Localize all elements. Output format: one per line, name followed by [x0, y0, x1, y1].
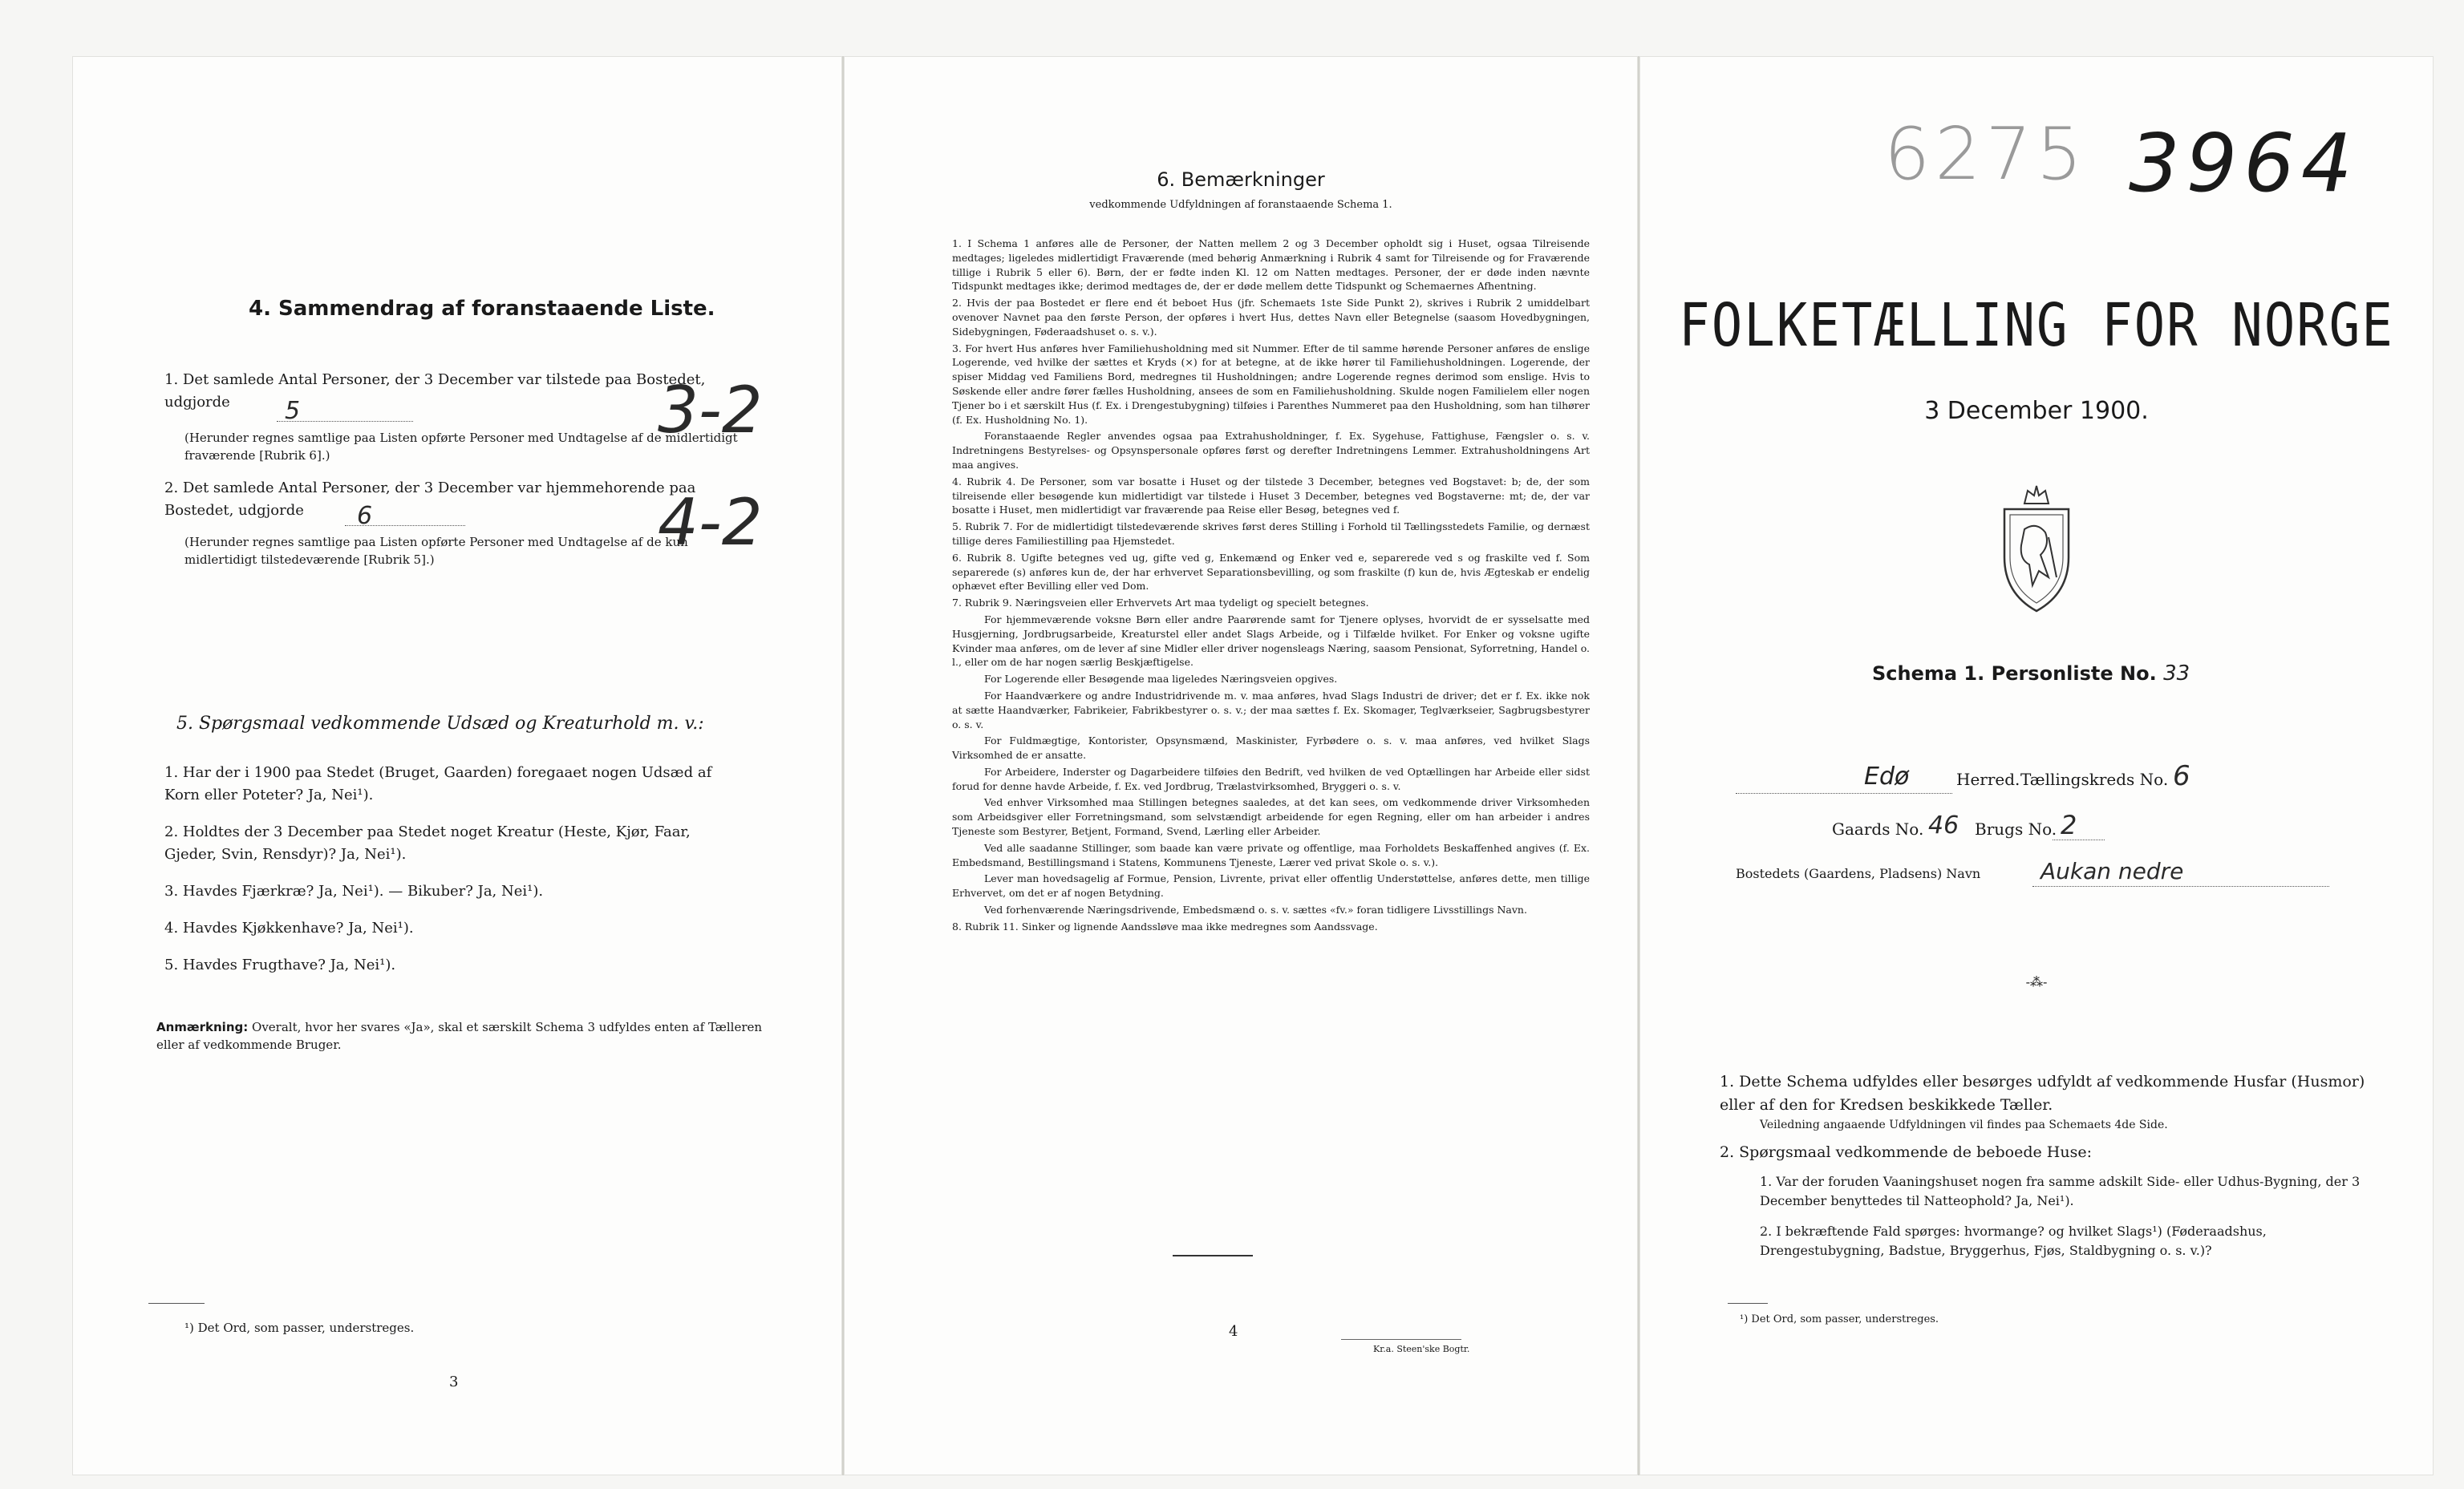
footnote: ¹) Det Ord, som passer, understreges. — [184, 1321, 415, 1335]
remark-7a: For hjemmeværende voksne Børn eller andre Paarørende samt for Tjenere oplyses, hvorvidt de er sysselsatte med Husgjerning, Jordbrugsarbeide, Kreaturstel eller andet Slags Arbeide, og i Tilfælde hvilket. For Enker og voksne ugifte Kvinder maa anføres, om de lever af sine Midler eller driver nogensleags Næring, saasom Pensionat, Syforretning, Handel o. l., eller om de har nogen særlig Beskjæftigelse. — [952, 613, 1590, 669]
page-right — [1639, 56, 2434, 1475]
printer-rule — [1341, 1339, 1461, 1340]
herred-field — [1736, 763, 1952, 794]
instruction-2-1: 1. Var der foruden Vaaningshuset nogen fra samme adskilt Side- eller Udhus-Bygning, der 3 December benyttedes til Natteophold? Ja, Nei¹). — [1760, 1174, 2361, 1208]
herred-label: Herred. — [1956, 770, 2020, 789]
remark-6: 6. Rubrik 8. Ugifte betegnes ved ug, gifte ved g, Enkemænd og Enker ved e, separerede ved s og fraskilte ved f. Som separerede (s) anføres kun de, der har erhvervet Separationsbevilling, og som fraskilte (f) kun de, hvis Ægteskab er endelig ophævet efter Bevilling eller ved Dom. — [952, 551, 1590, 593]
page-number: 3 — [449, 1374, 459, 1390]
remark-7: 7. Rubrik 9. Næringsveien eller Erhvervets Art maa tydeligt og specielt betegnes. — [952, 597, 1369, 609]
instructions — [1720, 1070, 2393, 1260]
remark-3: 3. For hvert Hus anføres hver Familiehusholdning med sit Nummer. Efter de til samme hørende Personer anføres de enslige Logerende, ved hvilke der sættes et Kryds (×) for at betegne, at de ikke hører til Familiehusholdningen. Logerende, der spiser Middag ved Familiens Bord, medregnes til Husholdningen; andre Logerende regnes derimod som enslige. Hvis to Søskende eller andre fører fælles Husholdning, ansees de som en Familiehusholdning. Skulde nogen Familielem eller nogen Tjener bo i et særskilt Hus (f. Ex. i Drengestubygning) tilføies i Parenthes Nummeret paa den Husholdning, som han tilhører (f. Ex. Husholdning No. 1). — [952, 342, 1590, 426]
schema-label: Schema 1. Personliste No. — [1872, 662, 2157, 685]
remark-2: 2. Hvis der paa Bostedet er flere end ét beboet Hus (jfr. Schemaets 1ste Side Punkt 2), skrives i Rubrik 2 umiddelbart ovenover Navnet paa den første Person, der opføres i hvert Hus, dettes Navn eller Betegnelse (saasom Hovedbygningen, Sidebygningen, Føderaadshuset o. s. v.). — [952, 297, 1590, 338]
end-rule — [1173, 1255, 1253, 1256]
schema-number: 33 — [2163, 662, 2190, 686]
bosted-label: Bostedets (Gaardens, Pladsens) Navn — [1736, 866, 1981, 881]
instruction-2: 2. Spørgsmaal vedkommende de beboede Huse: — [1720, 1143, 2092, 1161]
section4-title: 4. Sammendrag af foranstaaende Liste. — [249, 297, 715, 321]
page-number: 4 — [1229, 1323, 1238, 1340]
dotted-line — [2032, 886, 2329, 887]
coat-of-arms-icon — [1992, 481, 2081, 617]
question-5: 5. Havdes Frugthave? Ja, Nei¹). — [164, 957, 396, 973]
instruction-1-note: Veiledning angaaende Udfyldningen vil findes paa Schemaets 4de Side. — [1760, 1119, 2168, 1131]
question-1: 1. Har der i 1900 paa Stedet (Bruget, Gaarden) foregaaet nogen Udsæd af Korn eller Poteter? Ja, Nei¹). — [164, 764, 712, 803]
handwritten-number-left: 6275 — [1884, 112, 2088, 196]
handwritten-number-right: 3964 — [2129, 116, 2359, 210]
dotted-line — [277, 421, 413, 422]
footnote-rule — [148, 1303, 205, 1304]
margin-note-2: 4-2 — [658, 485, 763, 560]
anmerkning — [156, 1018, 766, 1054]
remarks-title: 6. Bemærkninger — [1157, 168, 1325, 191]
dotted-line — [345, 525, 465, 526]
bosted-value: Aukan nedre — [2040, 858, 2184, 884]
herred-value: Edø — [1864, 763, 1910, 791]
gaards-label: Gaards No. — [1832, 819, 1924, 839]
anmerkning-text: Overalt, hvor her svares «Ja», skal et særskilt Schema 3 udfyldes enten af Tælleren eller af vedkommende Bruger. — [156, 1020, 763, 1052]
margin-note-1: 3-2 — [658, 373, 763, 447]
remark-7c: For Haandværkere og andre Industridrivende m. v. maa anføres, hvad Slags Industri de driver; det er f. Ex. ikke nok at sætte Haandværker, Fabrikeier, Fabrikbestyrer o. s. v.; der maa sættes f. Ex. Skomager, Teglværkseier, Sagbrugsbestyrer o. s. v. — [952, 689, 1590, 730]
instruction-1: 1. Dette Schema udfyldes eller besørges udfyldt af vedkommende Husfar (Husmor) eller af den for Kredsen beskikkede Tæller. — [1720, 1073, 2365, 1114]
section5-title: 5. Spørgsmaal vedkommende Udsæd og Kreaturhold m. v.: — [176, 714, 704, 734]
brugs-value: 2 — [2061, 810, 2077, 840]
summary-item-1-text: 1. Det samlede Antal Personer, der 3 December var tilstede paa Bostedet, udgjorde — [164, 371, 706, 411]
remark-7d: For Fuldmægtige, Kontorister, Opsynsmænd, Maskinister, Fyrbødere o. s. v. maa anføres, ved hvilket Slags Virksomhed de er ansatte. — [952, 734, 1590, 762]
ornament: -⁂- — [2025, 974, 2048, 989]
remarks-subtitle: vedkommende Udfyldningen af foranstaaende Schema 1. — [1089, 199, 1392, 211]
summary-item-1 — [164, 369, 726, 414]
remark-1: 1. I Schema 1 anføres alle de Personer, der Natten mellem 2 og 3 December opholdt sig i Huset, ogsaa Tilreisende medtages; ligeledes midlertidigt Fraværende (med behørig Anmærkning i Rubrik 4 samt for Tilreisende og for Fraværende tillige i Rubrik 5 eller 6). Børn, der er fødte inden Kl. 12 om Natten medtages. Personer, der er døde inden nævnte Tidspunkt medtages ikke; derimod medtages de, der er døde mellem dette Tidspunkt og Schemaernes Afhentning. — [952, 237, 1590, 293]
schema-heading — [1872, 662, 2190, 686]
summary-item-1-note: (Herunder regnes samtlige paa Listen opførte Personer med Undtagelse af de midlertidigt fraværende [Rubrik 6].) — [184, 431, 738, 463]
remark-7b: For Logerende eller Besøgende maa ligeledes Næringsveien opgives. — [984, 673, 1338, 686]
kreds-label: Tællingskreds No. — [2020, 770, 2169, 789]
question-4: 4. Havdes Kjøkkenhave? Ja, Nei¹). — [164, 920, 414, 937]
summary-item-2-note: (Herunder regnes samtlige paa Listen opførte Personer med Undtagelse af de kun midlertidigt tilstedeværende [Rubrik 5].) — [184, 535, 688, 567]
question-2: 2. Holdtes der 3 December paa Stedet noget Kreatur (Heste, Kjør, Faar, Gjeder, Svin, Rensdyr)? Ja, Nei¹). — [164, 823, 691, 863]
remark-7f: Ved enhver Virksomhed maa Stillingen betegnes saaledes, at det kan sees, om vedkommende driver Virksomheden som Arbeidsgiver eller Forretningsmand, som selvstændigt arbeidende for egen Regning, eller om han arbeider i andres Tjeneste som Bestyrer, Betjent, Formand, Svend, Lærling eller Arbeider. — [952, 796, 1590, 838]
gaards-value: 46 — [1928, 811, 1959, 840]
anmerkning-label: Anmærkning: — [156, 1020, 249, 1034]
remark-3b: Foranstaaende Regler anvendes ogsaa paa Extrahusholdninger, f. Ex. Sygehuse, Fattighuse, Fængsler o. s. v. Indretningens Bestyrelses- og Opsynspersonale opføres først og derefter Indretningens Lemmer. Extrahusholdningens Art maa angives. — [952, 430, 1590, 471]
question-list — [164, 762, 742, 977]
instruction-2-2: 2. I bekræftende Fald spørges: hvormange? og hvilket Slags¹) (Føderaadshus, Drengestubygning, Badstue, Bryggerhus, Fjøs, Staldbygning o. s. v.)? — [1760, 1224, 2267, 1258]
kreds-value: 6 — [2173, 760, 2190, 792]
question-3: 3. Havdes Fjærkræ? Ja, Nei¹). — Bikuber? Ja, Nei¹). — [164, 883, 544, 900]
census-date: 3 December 1900. — [1924, 397, 2149, 425]
remark-4: 4. Rubrik 4. De Personer, som var bosatte i Huset og der tilstede 3 December, betegnes ved Bogstavet: b; de, der som tilreisende eller besøgende kun midlertidigt var tilstede i Huset 3 December, betegnes ved Bogstaverne: mt; de, der var bosatte i Huset, men midlertidigt var fraværende paa Reise eller Besøg, betegnes ved f. — [952, 475, 1590, 516]
remark-7h: Lever man hovedsagelig af Formue, Pension, Livrente, privat eller offentlig Understøttelse, anføres dette, men tillige Erhvervet, om det er af nogen Betydning. — [952, 872, 1590, 900]
footnote-rule — [1728, 1303, 1768, 1304]
remark-5: 5. Rubrik 7. For de midlertidigt tilstedeværende skrives først deres Stilling i Forhold til Tællingsstedets Familie, og dernæst tillige deres Familiestilling paa Hjemstedet. — [952, 520, 1590, 547]
summary-item-2-text: 2. Det samlede Antal Personer, der 3 December var hjemmehorende paa Bostedet, udgjorde — [164, 479, 696, 519]
form-title: FOLKETÆLLING FOR NORGE — [1679, 292, 2394, 361]
summary-item-1-value: 5 — [285, 397, 301, 425]
page-left — [72, 56, 842, 1475]
remark-7e: For Arbeidere, Inderster og Dagarbeidere tilføies den Bedrift, ved hvilken de ved Optællingen har Arbeide eller sidst forud for denne havde Arbeide, f. Ex. ved Jordbrug, Trælastvirksomhed, Bryggeri o. s. v. — [952, 765, 1590, 792]
remark-8: 8. Rubrik 11. Sinker og lignende Aandssløve maa ikke medregnes som Aandssvage. — [952, 920, 1378, 933]
printer-imprint: Kr.a. Steen'ske Bogtr. — [1373, 1344, 1470, 1354]
remarks-list — [952, 237, 1590, 937]
brugs-label: Brugs No. — [1975, 819, 2057, 839]
page-middle — [844, 56, 1638, 1475]
summary-item-2 — [164, 477, 726, 522]
remark-7i: Ved forhenværende Næringsdrivende, Embedsmænd o. s. v. sættes «fv.» foran tidligere Livsstillings Navn. — [984, 904, 1527, 916]
footnote: ¹) Det Ord, som passer, understreges. — [1740, 1313, 1939, 1325]
remark-7g: Ved alle saadanne Stillinger, som baade kan være private og offentlige, maa Forholdets Beskaffenhed angives (f. Ex. Embedsmand, Bestillingsmand i Statens, Kommunens Tjeneste, Lærer ved privat Skole o. s. v.). — [952, 841, 1590, 868]
summary-item-2-value: 6 — [357, 502, 373, 530]
